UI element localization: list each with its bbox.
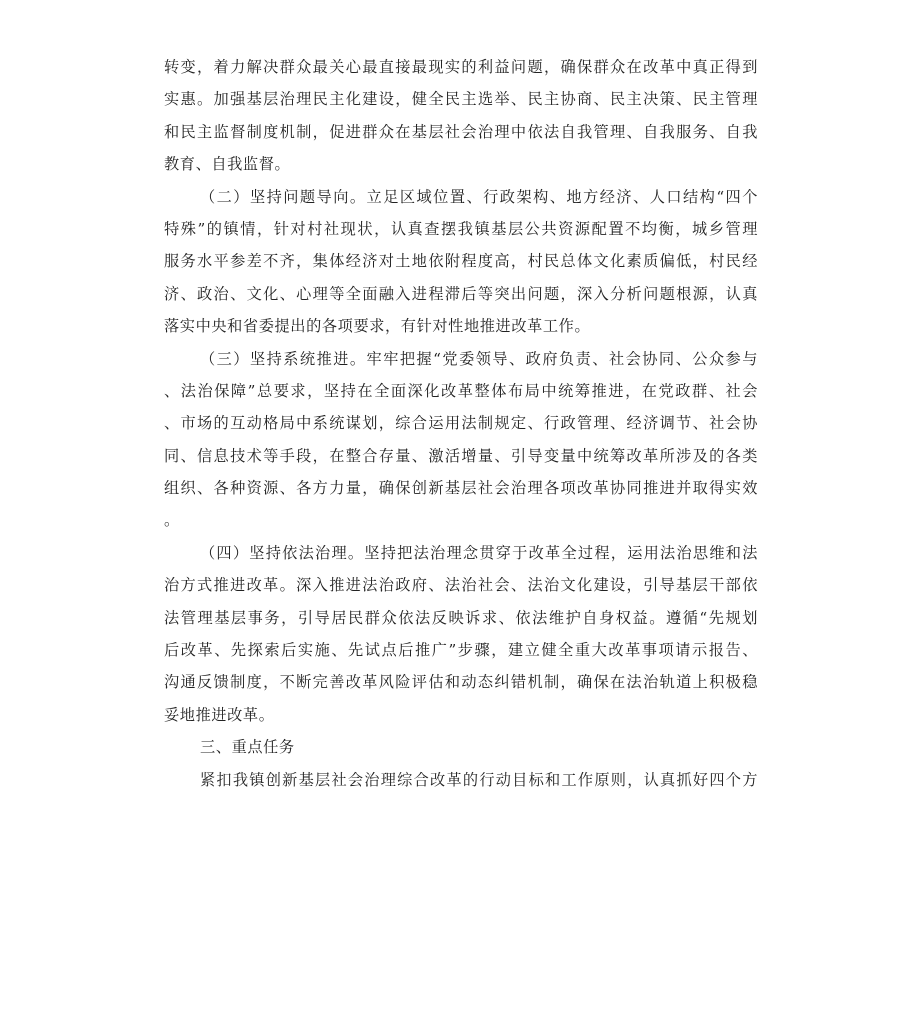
text-line: 教育、自我监督。 (164, 155, 291, 174)
text-line: 法管理基层事务，引导居民群众依法反映诉求、依法维护自身权益。遵循“先规划 (164, 608, 758, 627)
section-heading: 三、重点任务 (200, 738, 295, 757)
text-line: 实惠。加强基层治理民主化建设，健全民主选举、民主协商、民主决策、民主管理 (164, 90, 758, 109)
text-line: 和民主监督制度机制，促进群众在基层社会治理中依法自我管理、自我服务、自我 (164, 122, 758, 141)
text-line: 组织、各种资源、各方力量，确保创新基层社会治理各项改革协同推进并取得实效 (164, 479, 758, 498)
text-line: 妥地推进改革。 (164, 705, 275, 724)
paragraph-start-line: （二）坚持问题导向。立足区域位置、行政架构、地方经济、人口结构“四个 (200, 187, 758, 206)
text-line: 特殊”的镇情，针对村社现状，认真查摆我镇基层公共资源配置不均衡，城乡管理 (164, 219, 758, 238)
text-line: 落实中央和省委提出的各项要求，有针对性地推进改革工作。 (164, 317, 591, 336)
text-line: 转变，着力解决群众最关心最直接最现实的利益问题，确保群众在改革中真正得到 (164, 58, 758, 76)
paragraph-start-line: （三）坚持系统推进。牢牢把握“党委领导、政府负责、社会协同、公众参与 (200, 349, 758, 368)
paragraph-start-line: 紧扣我镇创新基层社会治理综合改革的行动目标和工作原则，认真抓好四个方 (200, 770, 758, 789)
text-line: 济、政治、文化、心理等全面融入进程滞后等突出问题，深入分析问题根源，认真 (164, 284, 758, 303)
paragraph-start-line: （四）坚持依法治理。坚持把法治理念贯穿于改革全过程，运用法治思维和法 (200, 543, 758, 562)
text-line: 服务水平参差不齐，集体经济对土地依附程度高，村民总体文化素质偏低，村民经 (164, 252, 758, 271)
text-line: 同、信息技术等手段，在整合存量、激活增量、引导变量中统筹改革所涉及的各类 (164, 446, 758, 465)
text-line: 后改革、先探索后实施、先试点后推广”步骤，建立健全重大改革事项请示报告、 (164, 641, 758, 660)
text-line: 。 (164, 511, 180, 530)
document-body (164, 51, 758, 796)
text-line: 沟通反馈制度，不断完善改革风险评估和动态纠错机制，确保在法治轨道上积极稳 (164, 673, 758, 692)
text-line: 、法治保障”总要求，坚持在全面深化改革整体布局中统筹推进，在党政群、社会 (164, 381, 758, 400)
text-line: 治方式推进改革。深入推进法治政府、法治社会、法治文化建设，引导基层干部依 (164, 576, 758, 595)
text-line: 、市场的互动格局中系统谋划，综合运用法制规定、行政管理、经济调节、社会协 (164, 414, 758, 433)
